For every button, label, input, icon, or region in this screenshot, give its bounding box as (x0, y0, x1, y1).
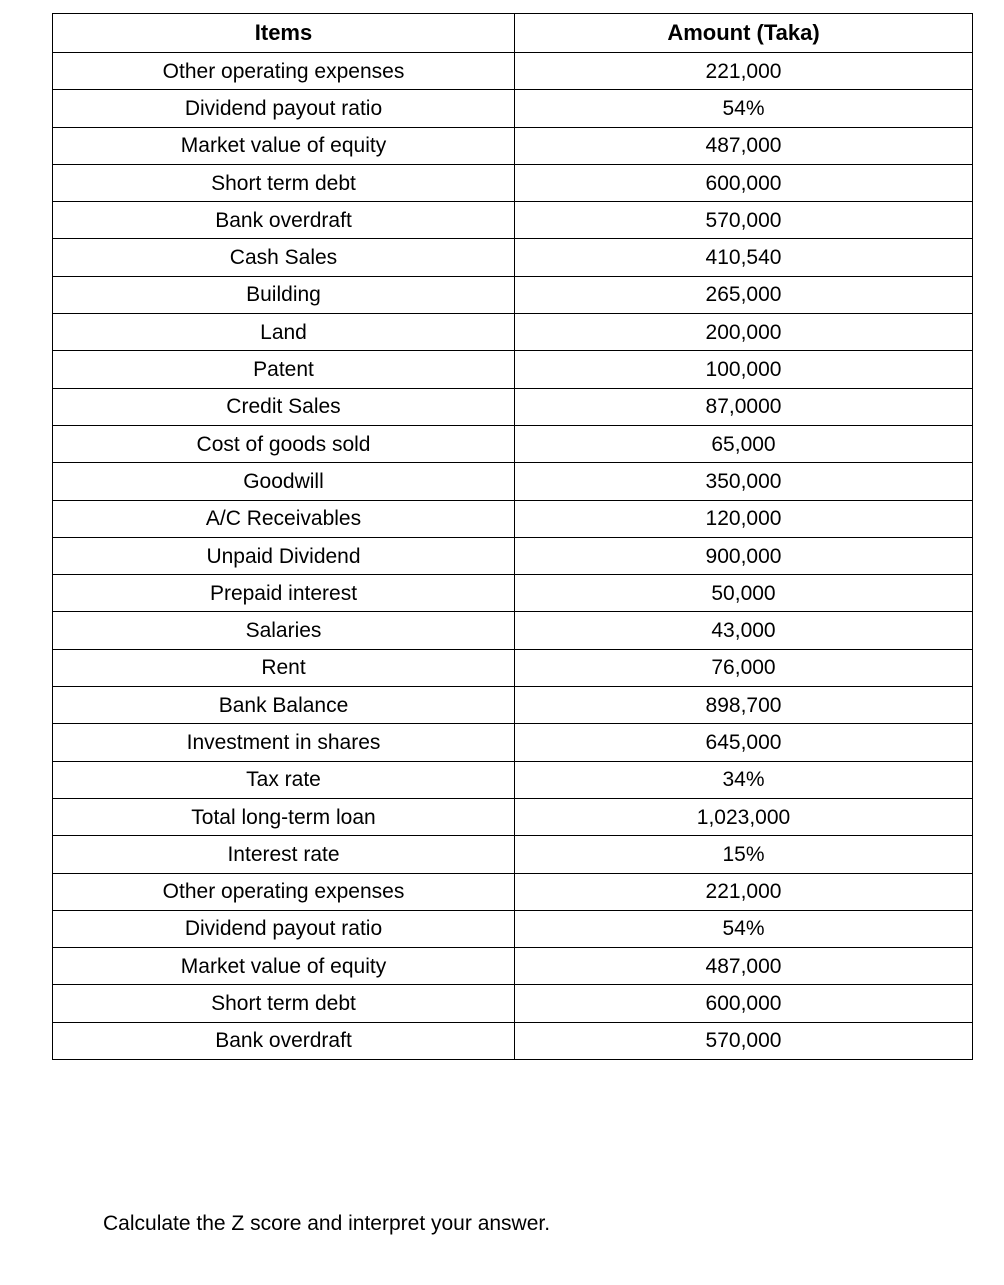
table-row (53, 910, 973, 947)
item-cell: Unpaid Dividend (53, 537, 515, 574)
item-cell: Total long-term loan (53, 798, 515, 835)
item-cell: Market value of equity (53, 948, 515, 985)
table-row (53, 761, 973, 798)
amount-cell: 34% (515, 761, 973, 798)
table-row (53, 425, 973, 462)
item-cell: Cash Sales (53, 239, 515, 276)
item-cell: Cost of goods sold (53, 425, 515, 462)
item-cell: Patent (53, 351, 515, 388)
table-row (53, 351, 973, 388)
amount-cell: 87,0000 (515, 388, 973, 425)
financial-items-table (52, 13, 973, 1060)
amount-cell: 120,000 (515, 500, 973, 537)
amount-cell: 900,000 (515, 537, 973, 574)
item-cell: Land (53, 314, 515, 351)
amount-cell: 76,000 (515, 649, 973, 686)
item-cell: Dividend payout ratio (53, 910, 515, 947)
item-cell: Investment in shares (53, 724, 515, 761)
table-row (53, 388, 973, 425)
table-row (53, 537, 973, 574)
item-cell: Prepaid interest (53, 575, 515, 612)
table-row (53, 575, 973, 612)
table-row (53, 239, 973, 276)
amount-cell: 54% (515, 910, 973, 947)
amount-cell: 100,000 (515, 351, 973, 388)
table-row (53, 612, 973, 649)
amount-column-header: Amount (Taka) (515, 14, 973, 53)
item-cell: Goodwill (53, 463, 515, 500)
header-row (53, 14, 973, 53)
amount-cell: 350,000 (515, 463, 973, 500)
table-header (53, 14, 973, 53)
amount-cell: 1,023,000 (515, 798, 973, 835)
table-row (53, 500, 973, 537)
table-row (53, 985, 973, 1022)
table-row (53, 202, 973, 239)
table-row (53, 463, 973, 500)
item-cell: Other operating expenses (53, 873, 515, 910)
amount-cell: 487,000 (515, 948, 973, 985)
table-row (53, 53, 973, 90)
item-cell: Other operating expenses (53, 53, 515, 90)
table-row (53, 276, 973, 313)
table-row (53, 164, 973, 201)
table-row (53, 687, 973, 724)
table-row (53, 948, 973, 985)
item-cell: Bank overdraft (53, 202, 515, 239)
amount-cell: 54% (515, 90, 973, 127)
amount-cell: 570,000 (515, 202, 973, 239)
amount-cell: 50,000 (515, 575, 973, 612)
amount-cell: 645,000 (515, 724, 973, 761)
amount-cell: 65,000 (515, 425, 973, 462)
amount-cell: 221,000 (515, 53, 973, 90)
item-cell: Building (53, 276, 515, 313)
table-row (53, 127, 973, 164)
table-body (53, 53, 973, 1060)
amount-cell: 600,000 (515, 985, 973, 1022)
items-column-header: Items (53, 14, 515, 53)
item-cell: Interest rate (53, 836, 515, 873)
item-cell: Short term debt (53, 985, 515, 1022)
item-cell: Dividend payout ratio (53, 90, 515, 127)
question-text: Calculate the Z score and interpret your answer. (103, 1212, 551, 1235)
table-row (53, 649, 973, 686)
table-row (53, 873, 973, 910)
amount-cell: 15% (515, 836, 973, 873)
amount-cell: 221,000 (515, 873, 973, 910)
table-row (53, 798, 973, 835)
amount-cell: 600,000 (515, 164, 973, 201)
item-cell: Bank overdraft (53, 1022, 515, 1059)
item-cell: Rent (53, 649, 515, 686)
table-row (53, 1022, 973, 1059)
amount-cell: 410,540 (515, 239, 973, 276)
amount-cell: 570,000 (515, 1022, 973, 1059)
table-row (53, 724, 973, 761)
item-cell: Tax rate (53, 761, 515, 798)
amount-cell: 200,000 (515, 314, 973, 351)
item-cell: A/C Receivables (53, 500, 515, 537)
table-row (53, 836, 973, 873)
item-cell: Salaries (53, 612, 515, 649)
amount-cell: 265,000 (515, 276, 973, 313)
item-cell: Credit Sales (53, 388, 515, 425)
table-row (53, 90, 973, 127)
amount-cell: 898,700 (515, 687, 973, 724)
amount-cell: 487,000 (515, 127, 973, 164)
table-row (53, 314, 973, 351)
item-cell: Bank Balance (53, 687, 515, 724)
item-cell: Short term debt (53, 164, 515, 201)
amount-cell: 43,000 (515, 612, 973, 649)
item-cell: Market value of equity (53, 127, 515, 164)
